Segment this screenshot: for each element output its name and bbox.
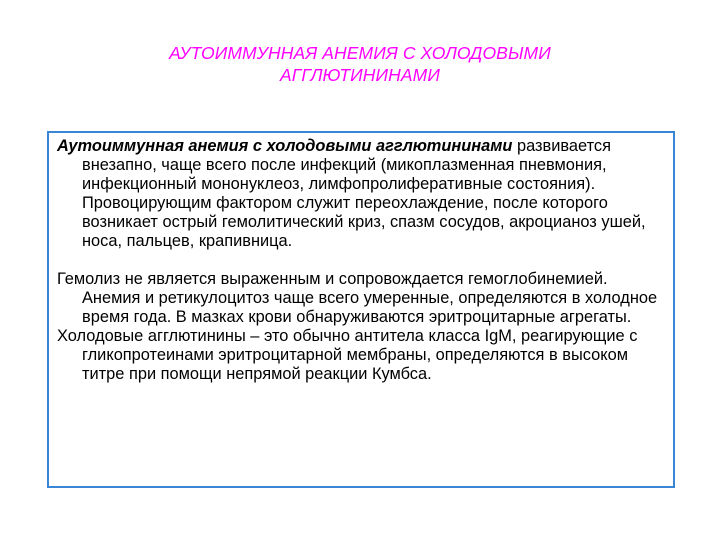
slide-title: [60, 42, 660, 86]
title-line-1: АУТОИММУННАЯ АНЕМИЯ С ХОЛОДОВЫМИ: [169, 43, 551, 63]
content-box: [47, 131, 675, 488]
title-line-2: АГГЛЮТИНИНАМИ: [280, 65, 440, 85]
paragraph-lead-term: Аутоиммунная анемия с холодовыми агглютининами: [57, 137, 513, 155]
paragraph-agglutinins: Холодовые агглютинины – это обычно антитела класса IgM, реагирующие с гликопротеинами эритроцитарной мембраны, определяются в высоком титре при помощи непрямой реакции Кумбса.: [57, 326, 638, 384]
paragraph-hemolysis: Гемолиз не является выраженным и сопровождается гемоглобинемией. Анемия и ретикулоцитоз чаще всего умеренные, определяются в холодное время года. В мазках крови обнаруживаются эритроцитарные агрегаты.: [57, 269, 658, 326]
paragraph-onset-text: развивается внезапно, чаще всего после инфекций (микоплазменная пневмония, инфекционный мононуклеоз, лимфопролиферативные состояния). Провоцирующим фактором служит переохлаждение, после которого возникает острый гемолитический криз, спазм сосудов, акроцианоз ушей, носа, пальцев, крапивница.: [82, 137, 646, 251]
paragraph-onset: [57, 137, 663, 252]
